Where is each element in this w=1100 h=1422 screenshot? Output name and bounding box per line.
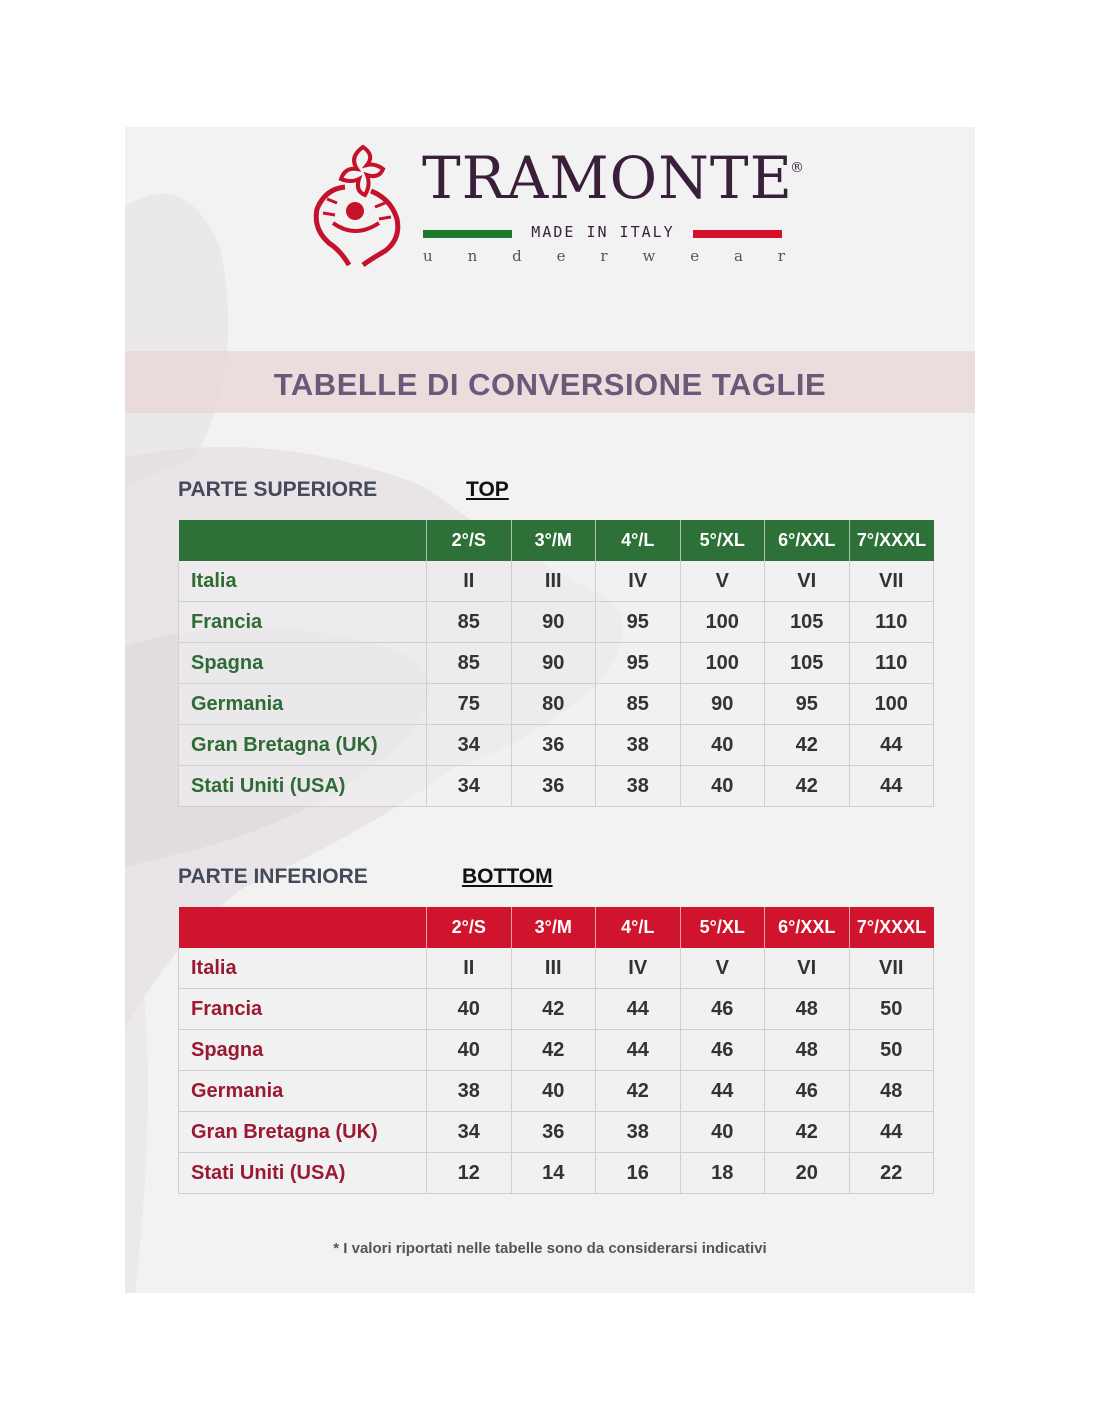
- size-value-cell: III: [511, 561, 596, 602]
- size-value-cell: 42: [765, 725, 850, 766]
- size-value-cell: 110: [849, 643, 934, 684]
- size-value-cell: 42: [596, 1071, 681, 1112]
- table-row: [179, 1112, 934, 1153]
- size-header-cell: 4°/L: [596, 520, 681, 561]
- size-header-cell: 3°/M: [511, 907, 596, 948]
- size-value-cell: 42: [511, 989, 596, 1030]
- table-row: [179, 766, 934, 807]
- size-value-cell: 38: [596, 725, 681, 766]
- size-header-cell: 6°/XXL: [765, 520, 850, 561]
- size-value-cell: 105: [765, 602, 850, 643]
- flag-stripe-red: [693, 230, 782, 238]
- size-value-cell: 105: [765, 643, 850, 684]
- size-value-cell: 90: [680, 684, 765, 725]
- size-value-cell: 44: [849, 725, 934, 766]
- size-value-cell: V: [680, 561, 765, 602]
- size-value-cell: 44: [596, 989, 681, 1030]
- size-value-cell: 50: [849, 1030, 934, 1071]
- subline-letter: r: [777, 247, 785, 265]
- size-value-cell: 40: [680, 1112, 765, 1153]
- size-value-cell: 75: [427, 684, 512, 725]
- country-cell: Gran Bretagna (UK): [179, 725, 427, 766]
- size-value-cell: 36: [511, 766, 596, 807]
- subline-letter: e: [690, 247, 700, 265]
- table-row: [179, 948, 934, 989]
- table-row: [179, 561, 934, 602]
- country-cell: Gran Bretagna (UK): [179, 1112, 427, 1153]
- size-value-cell: 22: [849, 1153, 934, 1194]
- table-row: [179, 602, 934, 643]
- size-value-cell: V: [680, 948, 765, 989]
- country-cell: Spagna: [179, 643, 427, 684]
- subline-letter: r: [600, 247, 608, 265]
- size-value-cell: 40: [511, 1071, 596, 1112]
- size-header-cell: 5°/XL: [680, 907, 765, 948]
- country-cell: Francia: [179, 602, 427, 643]
- registered-mark: ®: [790, 160, 804, 176]
- size-value-cell: 110: [849, 602, 934, 643]
- size-header-cell: 2°/S: [427, 520, 512, 561]
- size-value-cell: 95: [596, 643, 681, 684]
- brand-name: TRAMONTE: [422, 144, 793, 212]
- brand-subline: [423, 247, 785, 265]
- top-size-table: [178, 520, 934, 807]
- tramonte-logo-icon: [305, 139, 410, 269]
- size-value-cell: 40: [680, 725, 765, 766]
- table-header-row: [179, 520, 934, 561]
- size-value-cell: 16: [596, 1153, 681, 1194]
- table-row: [179, 1030, 934, 1071]
- size-value-cell: 85: [427, 643, 512, 684]
- size-value-cell: 42: [765, 1112, 850, 1153]
- table-row: [179, 1153, 934, 1194]
- size-value-cell: III: [511, 948, 596, 989]
- subline-letter: u: [423, 247, 433, 265]
- size-value-cell: 20: [765, 1153, 850, 1194]
- header-corner-cell: [179, 907, 427, 948]
- size-value-cell: 36: [511, 1112, 596, 1153]
- size-value-cell: IV: [596, 948, 681, 989]
- page-title: TABELLE DI CONVERSIONE TAGLIE: [273, 367, 827, 402]
- size-value-cell: 36: [511, 725, 596, 766]
- size-value-cell: VII: [849, 948, 934, 989]
- size-value-cell: VI: [765, 561, 850, 602]
- size-value-cell: 100: [680, 602, 765, 643]
- size-value-cell: 50: [849, 989, 934, 1030]
- size-value-cell: 95: [765, 684, 850, 725]
- size-value-cell: 34: [427, 766, 512, 807]
- country-cell: Italia: [179, 948, 427, 989]
- country-cell: Francia: [179, 989, 427, 1030]
- size-value-cell: 40: [427, 989, 512, 1030]
- subline-letter: e: [556, 247, 566, 265]
- size-value-cell: 48: [765, 1030, 850, 1071]
- size-value-cell: 80: [511, 684, 596, 725]
- size-value-cell: 44: [680, 1071, 765, 1112]
- size-value-cell: II: [427, 948, 512, 989]
- country-cell: Spagna: [179, 1030, 427, 1071]
- size-header-cell: 3°/M: [511, 520, 596, 561]
- size-value-cell: 46: [680, 1030, 765, 1071]
- size-value-cell: 40: [680, 766, 765, 807]
- size-value-cell: 48: [849, 1071, 934, 1112]
- bottom-section-label: PARTE INFERIORE: [178, 865, 368, 888]
- country-cell: Stati Uniti (USA): [179, 766, 427, 807]
- size-value-cell: 100: [849, 684, 934, 725]
- size-header-cell: 2°/S: [427, 907, 512, 948]
- size-value-cell: 48: [765, 989, 850, 1030]
- size-header-cell: 5°/XL: [680, 520, 765, 561]
- country-cell: Germania: [179, 684, 427, 725]
- made-in-italy: MADE IN ITALY: [531, 223, 675, 241]
- bottom-section-tag: BOTTOM: [462, 865, 553, 888]
- size-value-cell: 46: [680, 989, 765, 1030]
- table-header-row: [179, 907, 934, 948]
- size-header-cell: 6°/XXL: [765, 907, 850, 948]
- country-cell: Germania: [179, 1071, 427, 1112]
- size-header-cell: 7°/XXXL: [849, 520, 934, 561]
- top-section-tag: TOP: [466, 478, 509, 501]
- size-header-cell: 7°/XXXL: [849, 907, 934, 948]
- flag-stripe-green: [423, 230, 512, 238]
- header-corner-cell: [179, 520, 427, 561]
- size-value-cell: 100: [680, 643, 765, 684]
- size-value-cell: IV: [596, 561, 681, 602]
- footnote: * I valori riportati nelle tabelle sono da considerarsi indicativi: [333, 1240, 767, 1257]
- size-value-cell: 38: [427, 1071, 512, 1112]
- size-value-cell: 44: [849, 766, 934, 807]
- size-value-cell: 90: [511, 643, 596, 684]
- size-value-cell: 40: [427, 1030, 512, 1071]
- size-value-cell: 46: [765, 1071, 850, 1112]
- size-chart-sheet: [125, 127, 975, 1293]
- size-value-cell: VII: [849, 561, 934, 602]
- size-value-cell: 44: [596, 1030, 681, 1071]
- size-value-cell: 85: [427, 602, 512, 643]
- top-section-label: PARTE SUPERIORE: [178, 478, 378, 501]
- size-value-cell: 38: [596, 1112, 681, 1153]
- bottom-size-table: [178, 907, 934, 1194]
- subline-letter: d: [512, 247, 522, 265]
- size-value-cell: 95: [596, 602, 681, 643]
- size-value-cell: 85: [596, 684, 681, 725]
- subline-letter: a: [733, 247, 743, 265]
- size-value-cell: 34: [427, 1112, 512, 1153]
- size-value-cell: 42: [511, 1030, 596, 1071]
- size-value-cell: II: [427, 561, 512, 602]
- size-header-cell: 4°/L: [596, 907, 681, 948]
- table-row: [179, 1071, 934, 1112]
- table-row: [179, 643, 934, 684]
- size-value-cell: 34: [427, 725, 512, 766]
- subline-letter: w: [642, 247, 656, 265]
- size-value-cell: 44: [849, 1112, 934, 1153]
- size-value-cell: 12: [427, 1153, 512, 1194]
- size-value-cell: VI: [765, 948, 850, 989]
- subline-letter: n: [467, 247, 478, 265]
- table-row: [179, 989, 934, 1030]
- country-cell: Stati Uniti (USA): [179, 1153, 427, 1194]
- table-row: [179, 725, 934, 766]
- size-value-cell: 18: [680, 1153, 765, 1194]
- size-value-cell: 14: [511, 1153, 596, 1194]
- table-row: [179, 684, 934, 725]
- size-value-cell: 90: [511, 602, 596, 643]
- size-value-cell: 42: [765, 766, 850, 807]
- country-cell: Italia: [179, 561, 427, 602]
- size-value-cell: 38: [596, 766, 681, 807]
